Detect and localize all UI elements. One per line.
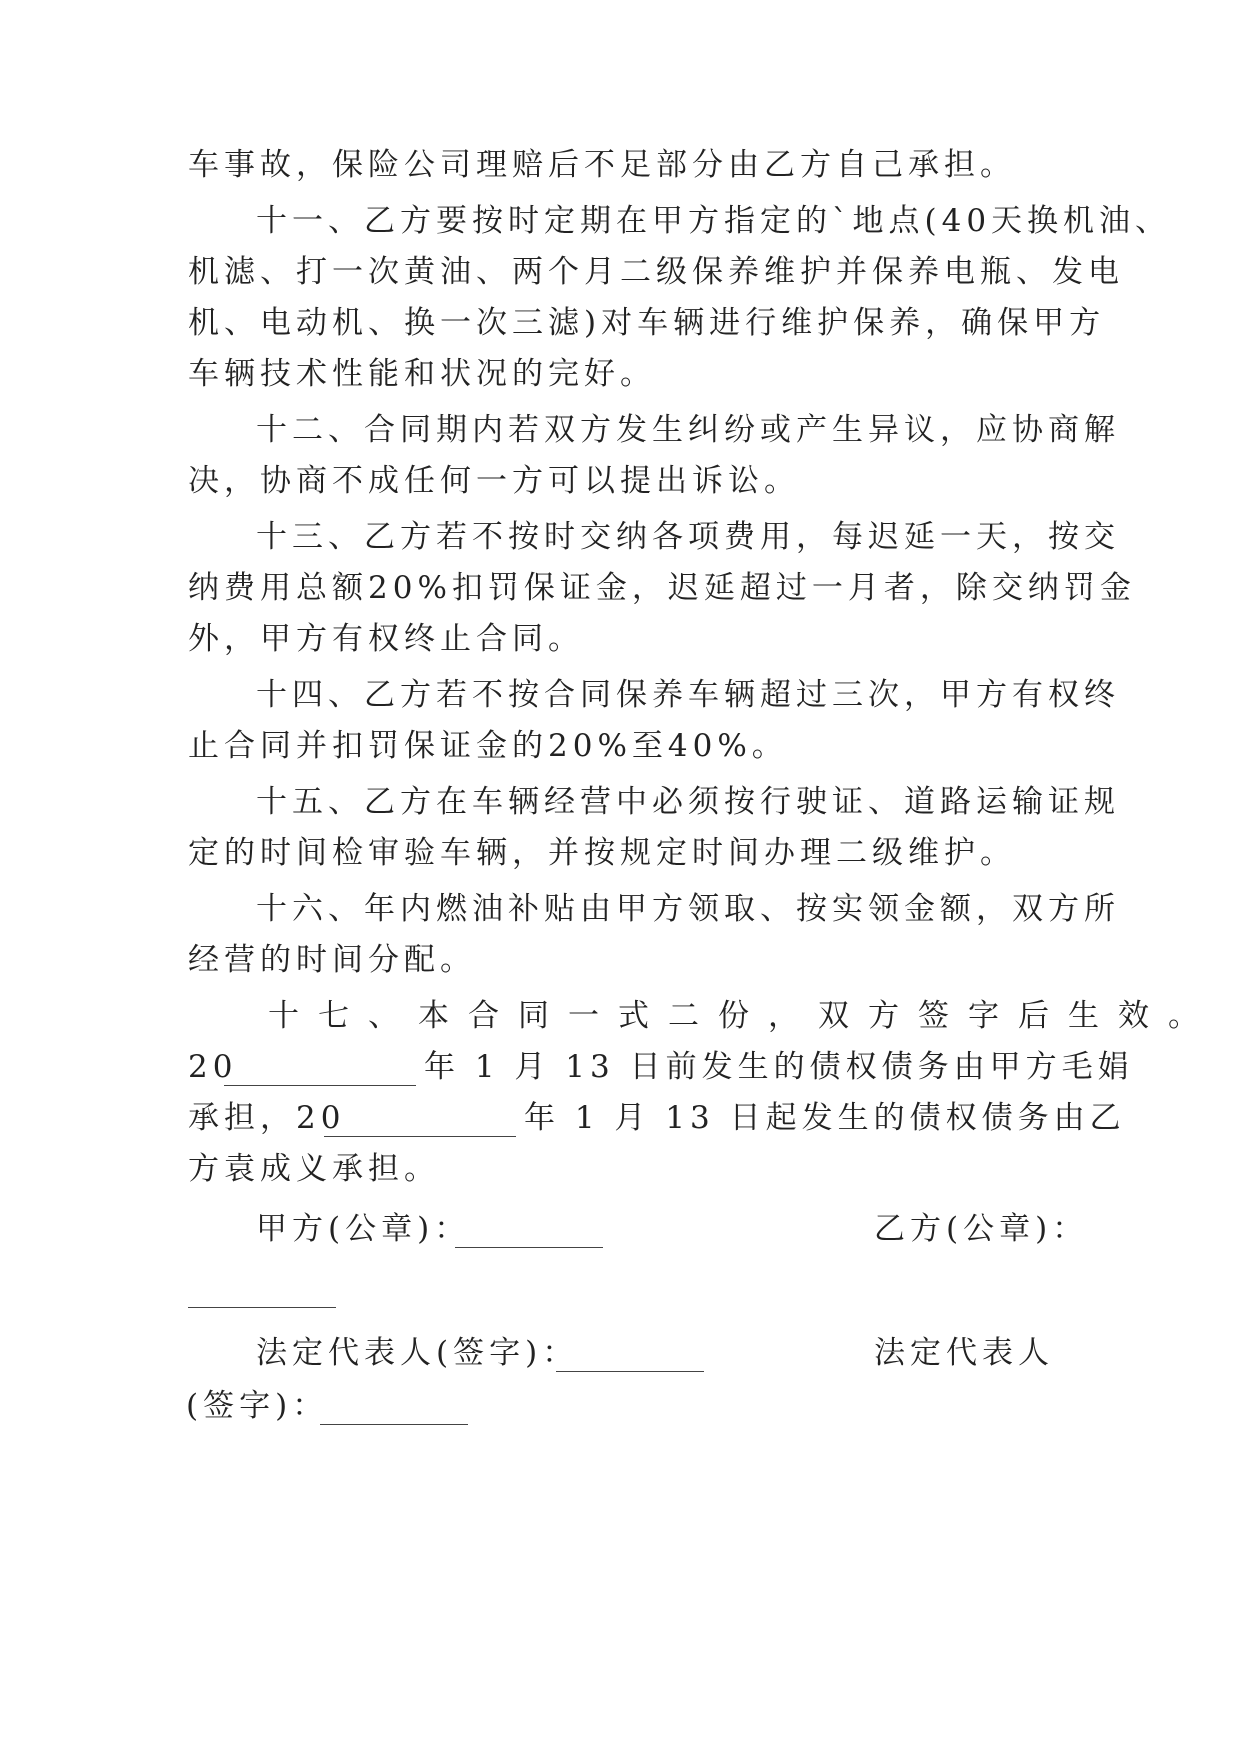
clause-13-line-1: 十三、乙方若不按时交纳各项费用，每迟延一天，按交 <box>256 519 1120 555</box>
clause-11-line-4: 车辆技术性能和状况的完好。 <box>188 356 656 392</box>
rep-b-label: 法定代表人 <box>874 1335 1054 1371</box>
clause-17-line-2-prefix: 20 <box>188 1049 238 1085</box>
rep-b-label-cont: (签字)： <box>186 1388 329 1424</box>
clause-14-line-2: 止合同并扣罚保证金的20%至40%。 <box>188 728 788 764</box>
rep-b-signature-blank <box>320 1423 468 1425</box>
clause-14-line-1: 十四、乙方若不按合同保养车辆超过三次，甲方有权终 <box>256 677 1120 713</box>
clause-16-line-1: 十六、年内燃油补贴由甲方领取、按实领金额，双方所 <box>256 891 1120 927</box>
clause-15-line-2: 定的时间检审验车辆，并按规定时间办理二级维护。 <box>188 835 1016 871</box>
party-a-seal-blank <box>455 1246 603 1248</box>
clause-15-line-1: 十五、乙方在车辆经营中必须按行驶证、道路运输证规 <box>256 784 1120 820</box>
clause-17-line-3: 年 1 月 13 日起发生的债权债务由乙 <box>524 1100 1126 1136</box>
clause-11-line-2: 机滤、打一次黄油、两个月二级保养维护并保养电瓶、发电 <box>188 254 1124 290</box>
rep-a-label: 法定代表人(签字)： <box>256 1335 579 1371</box>
clause-13-line-3: 外，甲方有权终止合同。 <box>188 621 584 657</box>
party-b-seal-label: 乙方(公章)： <box>874 1211 1089 1247</box>
party-a-seal-label: 甲方(公章)： <box>256 1211 471 1247</box>
party-b-seal-blank <box>188 1306 336 1308</box>
blank-year-field <box>224 1084 416 1086</box>
clause-16-line-2: 经营的时间分配。 <box>188 942 476 978</box>
clause-17-line-1: 十七、本合同一式二份，双方签字后生效。 <box>268 998 1218 1034</box>
clause-12-line-2: 决，协商不成任何一方可以提出诉讼。 <box>188 463 800 499</box>
text-line: 车事故，保险公司理赔后不足部分由乙方自己承担。 <box>188 147 1016 183</box>
clause-11-line-1: 十一、乙方要按时定期在甲方指定的`地点(40天换机油、 <box>256 203 1172 239</box>
clause-11-line-3: 机、电动机、换一次三滤)对车辆进行维护保养，确保甲方 <box>188 305 1106 341</box>
clause-17-line-2: 年 1 月 13 日前发生的债权债务由甲方毛娟 <box>424 1049 1134 1085</box>
blank-year-field <box>324 1135 516 1137</box>
clause-17-line-4: 方袁成义承担。 <box>188 1151 440 1187</box>
clause-17-line-3-prefix: 承担，20 <box>188 1100 346 1136</box>
clause-12-line-1: 十二、合同期内若双方发生纠纷或产生异议，应协商解 <box>256 412 1120 448</box>
rep-a-signature-blank <box>556 1370 704 1372</box>
clause-13-line-2: 纳费用总额20%扣罚保证金，迟延超过一月者，除交纳罚金 <box>188 570 1136 606</box>
